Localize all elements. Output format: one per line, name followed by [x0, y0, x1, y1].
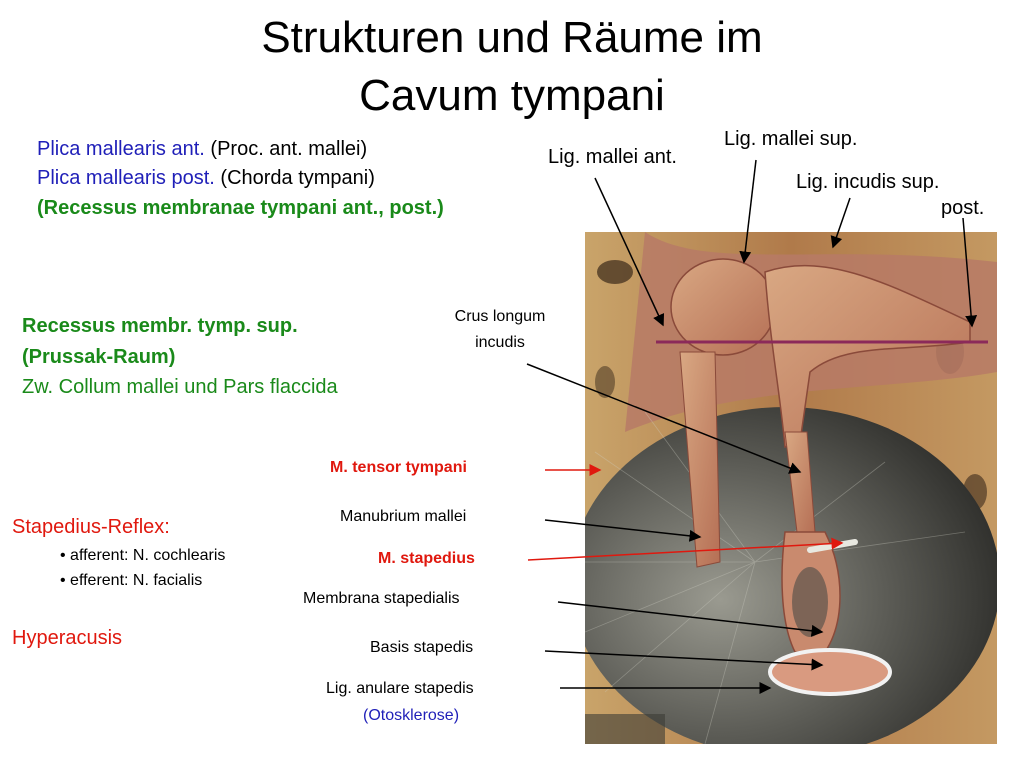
pointer-lig-mallei-sup — [744, 160, 756, 262]
label-lig-incudis-sup: Lig. incudis sup. — [796, 171, 940, 193]
plica-mallearis-post-note: (Chorda tympani) — [220, 167, 375, 189]
page-title-line-1: Strukturen und Räume im — [261, 13, 763, 62]
plica-mallearis-ant-note: (Proc. ant. mallei) — [210, 138, 368, 160]
afferent-item: • afferent: N. cochlearis — [60, 547, 226, 564]
label-lig-anulare-stapedis: Lig. anulare stapedis — [326, 680, 474, 697]
label-otosklerose: (Otosklerose) — [363, 707, 460, 724]
plica-mallearis-post: Plica mallearis post. — [37, 167, 215, 189]
label-m-stapedius: M. stapedius — [378, 550, 475, 567]
pointer-crus-longum-incudis — [527, 364, 800, 472]
prussak-raum: (Prussak-Raum) — [22, 346, 176, 368]
label-lig-mallei-ant: Lig. mallei ant. — [548, 146, 677, 168]
hyperacusis: Hyperacusis — [12, 627, 123, 649]
label-m-tensor-tympani: M. tensor tympani — [330, 459, 467, 476]
pointer-m-stapedius — [528, 543, 842, 560]
efferent-item: • efferent: N. facialis — [60, 572, 203, 589]
plica-mallearis-ant: Plica mallearis ant. — [37, 138, 205, 160]
label-basis-stapedis: Basis stapedis — [370, 639, 474, 656]
plica-mallearis-post-line — [37, 167, 375, 189]
plica-mallearis-ant-line — [37, 138, 367, 160]
recessus-sup: Recessus membr. tymp. sup. — [22, 315, 298, 337]
label-incudis: incudis — [475, 334, 525, 351]
collum-pars-flaccida: Zw. Collum mallei und Pars flaccida — [22, 376, 338, 398]
label-crus-longum: Crus longum — [454, 308, 546, 325]
label-manubrium-mallei: Manubrium mallei — [340, 508, 467, 525]
pointer-manubrium-mallei — [545, 520, 700, 537]
afferent-text: afferent: N. cochlearis — [70, 547, 226, 564]
stapedius-reflex-heading: Stapedius-Reflex: — [12, 516, 170, 538]
label-membrana-stapedialis: Membrana stapedialis — [303, 590, 460, 607]
pointer-lig-mallei-ant — [595, 178, 663, 325]
efferent-text: efferent: N. facialis — [70, 572, 203, 589]
pointer-lig-incudis-post — [963, 218, 972, 326]
pointer-basis-stapedis — [545, 651, 822, 665]
pointer-membrana-stapedialis — [558, 602, 822, 632]
recessus-ant-post: (Recessus membranae tympani ant., post.) — [37, 197, 444, 219]
label-post: post. — [941, 197, 985, 219]
page-title-line-2: Cavum tympani — [359, 71, 665, 120]
label-lig-mallei-sup: Lig. mallei sup. — [724, 128, 858, 150]
pointer-lig-incudis-sup — [833, 198, 850, 247]
